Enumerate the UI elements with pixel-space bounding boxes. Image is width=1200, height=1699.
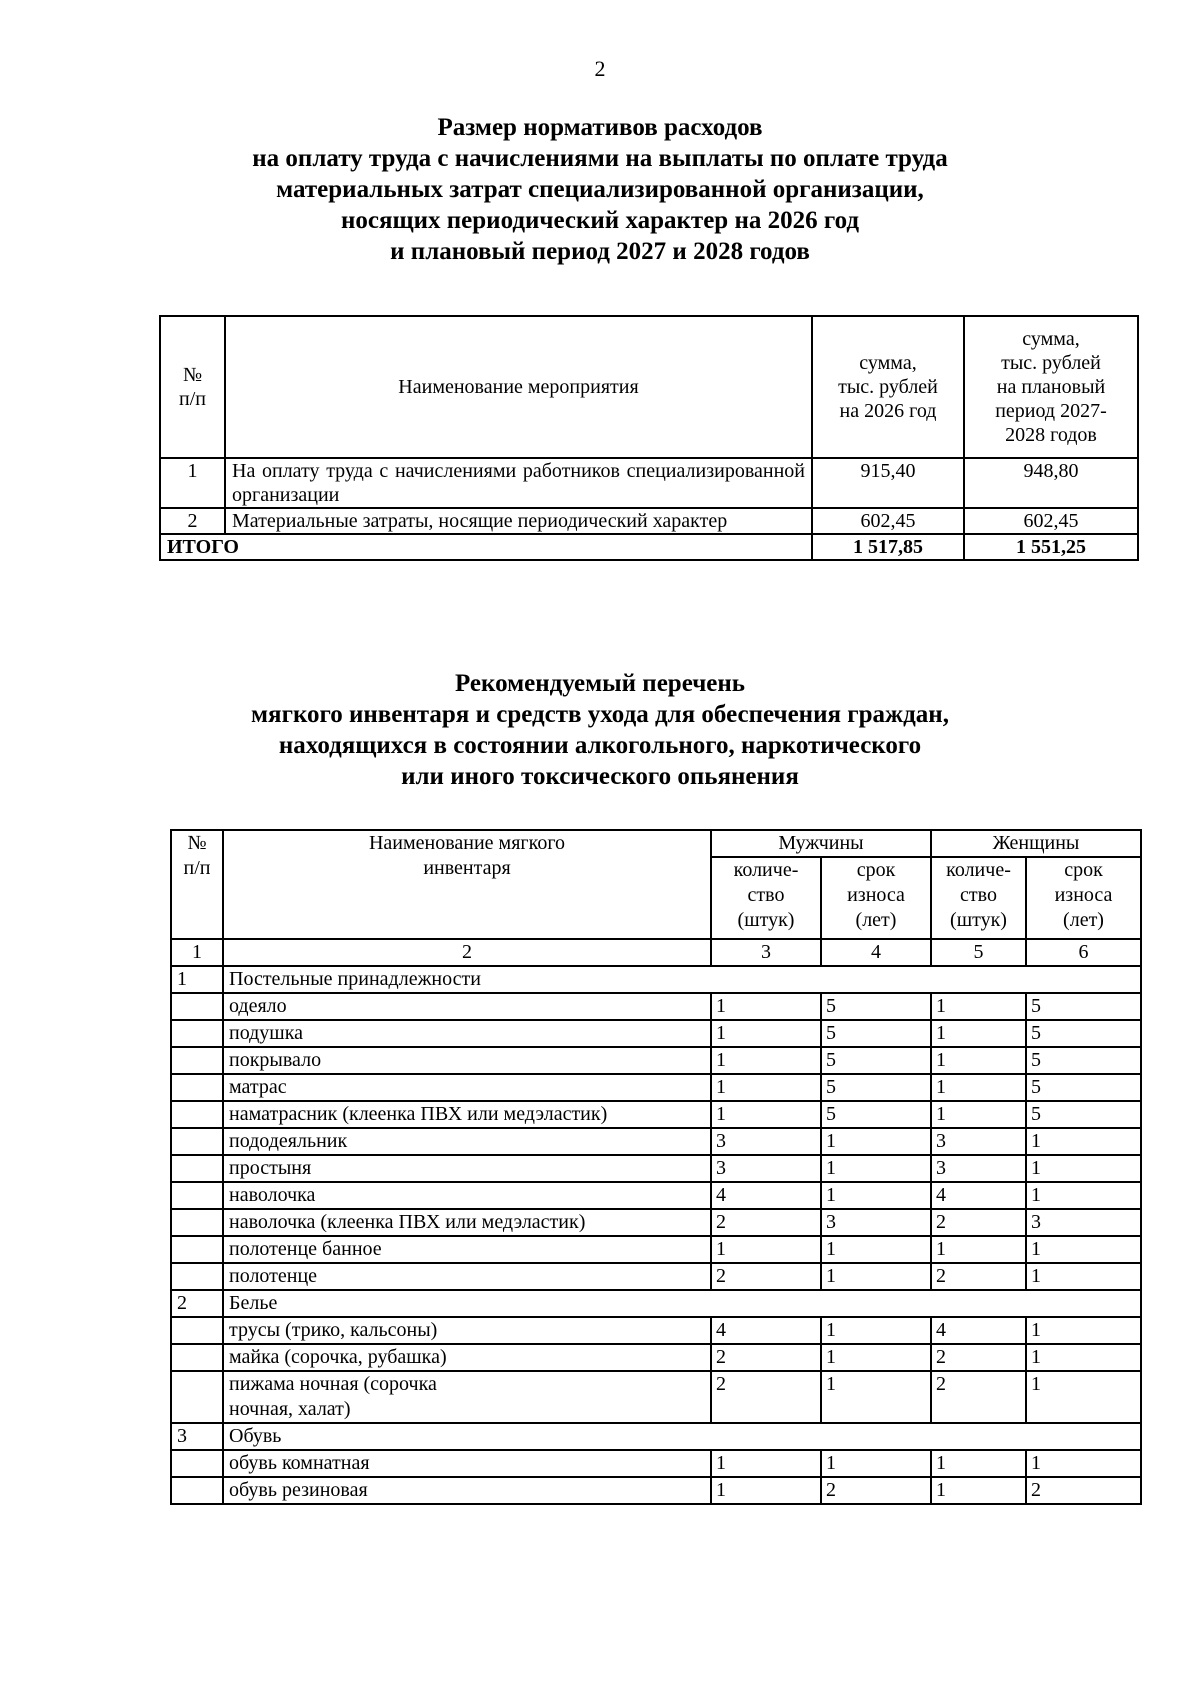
item-w-qty: 2 (931, 1209, 1026, 1236)
item-m-qty: 2 (711, 1344, 821, 1371)
item-name: трусы (трико, кальсоны) (223, 1317, 711, 1344)
item-name: обувь комнатная (223, 1450, 711, 1477)
title-line: мягкого инвентаря и средств ухода для обеспечения граждан, (251, 701, 949, 728)
total-row (160, 534, 1138, 560)
row-num (171, 1101, 223, 1128)
page-number: 2 (594, 56, 606, 81)
item-w-wear: 1 (1026, 1317, 1141, 1344)
item-w-qty: 2 (931, 1371, 1026, 1423)
section1-title (0, 112, 1200, 267)
header-name: Наименование мягкого инвентаря (223, 830, 711, 939)
row-num (171, 993, 223, 1020)
title-line: и плановый период 2027 и 2028 годов (390, 238, 810, 265)
item-m-wear: 5 (821, 993, 931, 1020)
header-men-qty: количе- ство (штук) (711, 857, 821, 939)
item-m-qty: 2 (711, 1209, 821, 1236)
item-m-wear: 1 (821, 1317, 931, 1344)
item-w-qty: 2 (931, 1344, 1026, 1371)
item-m-wear: 1 (821, 1128, 931, 1155)
column-index: 5 (931, 939, 1026, 966)
header-sum-2026: сумма, тыс. рублей на 2026 год (812, 316, 964, 458)
item-m-wear: 1 (821, 1236, 931, 1263)
item-m-wear: 1 (821, 1450, 931, 1477)
header-women: Женщины (931, 830, 1141, 857)
item-m-wear: 5 (821, 1020, 931, 1047)
column-index: 4 (821, 939, 931, 966)
table-row (171, 1263, 1141, 1290)
item-w-wear: 1 (1026, 1450, 1141, 1477)
item-m-wear: 1 (821, 1263, 931, 1290)
item-m-qty: 4 (711, 1182, 821, 1209)
item-w-wear: 1 (1026, 1128, 1141, 1155)
item-m-qty: 3 (711, 1155, 821, 1182)
item-w-wear: 1 (1026, 1236, 1141, 1263)
row-num (171, 1344, 223, 1371)
expense-norms-table (159, 315, 1139, 561)
row-num (171, 1263, 223, 1290)
item-w-qty: 4 (931, 1182, 1026, 1209)
header-women-wear: срок износа (лет) (1026, 857, 1141, 939)
item-w-wear: 5 (1026, 993, 1141, 1020)
header-num: № п/п (171, 830, 223, 939)
row-num (171, 1236, 223, 1263)
header-women-qty: количе- ство (штук) (931, 857, 1026, 939)
table-row (171, 1344, 1141, 1371)
row-name: На оплату труда с начислениями работников специализированной организации (225, 458, 812, 508)
title-line: материальных затрат специализированной организации, (276, 176, 924, 203)
soft-inventory-table (170, 829, 1142, 1505)
row-num (171, 1020, 223, 1047)
row-num (171, 1182, 223, 1209)
row-num (171, 1128, 223, 1155)
group-name: Белье (223, 1290, 1141, 1317)
table-row (171, 1317, 1141, 1344)
group-name: Постельные принадлежности (223, 966, 1141, 993)
item-m-qty: 2 (711, 1371, 821, 1423)
group-num: 1 (171, 966, 223, 993)
column-index: 3 (711, 939, 821, 966)
item-name: пижама ночная (сорочка ночная, халат) (223, 1371, 711, 1423)
table-row (171, 1182, 1141, 1209)
item-w-wear: 5 (1026, 1047, 1141, 1074)
table-row (160, 458, 1138, 508)
item-name: наматрасник (клеенка ПВХ или медэластик) (223, 1101, 711, 1128)
row-num (171, 1074, 223, 1101)
row-sum-plan: 602,45 (964, 508, 1138, 534)
header-name: Наименование мероприятия (225, 316, 812, 458)
table-row (171, 1128, 1141, 1155)
item-w-qty: 1 (931, 1101, 1026, 1128)
item-name: полотенце (223, 1263, 711, 1290)
title-line: на оплату труда с начислениями на выплаты по оплате труда (252, 145, 948, 172)
table-header-row (160, 316, 1138, 458)
item-w-wear: 5 (1026, 1020, 1141, 1047)
item-w-qty: 3 (931, 1128, 1026, 1155)
row-num (171, 1450, 223, 1477)
table-row (171, 1236, 1141, 1263)
title-line: носящих периодический характер на 2026 год (340, 207, 860, 234)
item-w-qty: 2 (931, 1263, 1026, 1290)
column-index: 1 (171, 939, 223, 966)
row-num (171, 1371, 223, 1423)
item-m-wear: 5 (821, 1074, 931, 1101)
item-m-wear: 5 (821, 1101, 931, 1128)
item-m-wear: 1 (821, 1371, 931, 1423)
header-men-wear: срок износа (лет) (821, 857, 931, 939)
item-w-qty: 1 (931, 993, 1026, 1020)
column-index-row (171, 939, 1141, 966)
row-sum-2026: 915,40 (812, 458, 964, 508)
table-row (171, 1477, 1141, 1504)
row-num: 1 (160, 458, 225, 508)
item-w-wear: 5 (1026, 1101, 1141, 1128)
total-sum-2026: 1 517,85 (812, 534, 964, 560)
row-num: 2 (160, 508, 225, 534)
group-num: 3 (171, 1423, 223, 1450)
item-m-qty: 1 (711, 1047, 821, 1074)
row-name: Материальные затраты, носящие периодический характер (225, 508, 812, 534)
item-w-wear: 1 (1026, 1182, 1141, 1209)
item-name: полотенце банное (223, 1236, 711, 1263)
title-line: Рекомендуемый перечень (454, 670, 746, 697)
table-row (160, 508, 1138, 534)
item-name: майка (сорочка, рубашка) (223, 1344, 711, 1371)
column-index: 2 (223, 939, 711, 966)
item-w-wear: 5 (1026, 1074, 1141, 1101)
item-m-wear: 1 (821, 1182, 931, 1209)
title-line: находящихся в состоянии алкогольного, наркотического (278, 732, 922, 759)
item-m-qty: 1 (711, 1477, 821, 1504)
item-w-qty: 1 (931, 1236, 1026, 1263)
item-name: обувь резиновая (223, 1477, 711, 1504)
table-header-row (171, 830, 1141, 857)
item-m-qty: 1 (711, 1450, 821, 1477)
item-m-qty: 1 (711, 1020, 821, 1047)
item-w-qty: 1 (931, 1074, 1026, 1101)
table-row (171, 1101, 1141, 1128)
item-m-qty: 1 (711, 1236, 821, 1263)
item-name: пододеяльник (223, 1128, 711, 1155)
item-m-wear: 1 (821, 1155, 931, 1182)
row-num (171, 1209, 223, 1236)
title-line: Размер нормативов расходов (437, 114, 763, 141)
item-m-qty: 1 (711, 993, 821, 1020)
item-m-qty: 1 (711, 1101, 821, 1128)
header-num: № п/п (160, 316, 225, 458)
row-num (171, 1047, 223, 1074)
item-w-wear: 1 (1026, 1344, 1141, 1371)
group-name: Обувь (223, 1423, 1141, 1450)
item-name: матрас (223, 1074, 711, 1101)
item-m-wear: 2 (821, 1477, 931, 1504)
item-w-qty: 1 (931, 1450, 1026, 1477)
item-w-wear: 1 (1026, 1155, 1141, 1182)
item-w-qty: 4 (931, 1317, 1026, 1344)
group-num: 2 (171, 1290, 223, 1317)
item-w-wear: 1 (1026, 1263, 1141, 1290)
item-w-qty: 3 (931, 1155, 1026, 1182)
group-row (171, 1290, 1141, 1317)
item-m-qty: 4 (711, 1317, 821, 1344)
table-row (171, 1371, 1141, 1423)
item-w-qty: 1 (931, 1477, 1026, 1504)
header-sum-plan: сумма, тыс. рублей на плановый период 2027- 2028 годов (964, 316, 1138, 458)
item-name: подушка (223, 1020, 711, 1047)
item-m-wear: 1 (821, 1344, 931, 1371)
table-row (171, 1020, 1141, 1047)
item-m-qty: 3 (711, 1128, 821, 1155)
row-sum-2026: 602,45 (812, 508, 964, 534)
row-num (171, 1155, 223, 1182)
item-w-qty: 1 (931, 1047, 1026, 1074)
total-sum-plan: 1 551,25 (964, 534, 1138, 560)
item-m-wear: 3 (821, 1209, 931, 1236)
item-m-wear: 5 (821, 1047, 931, 1074)
group-row (171, 966, 1141, 993)
item-name: простыня (223, 1155, 711, 1182)
column-index: 6 (1026, 939, 1141, 966)
section2-title (0, 668, 1200, 792)
title-line: или иного токсического опьянения (401, 763, 799, 790)
item-w-qty: 1 (931, 1020, 1026, 1047)
group-row (171, 1423, 1141, 1450)
item-name: наволочка (223, 1182, 711, 1209)
item-w-wear: 1 (1026, 1371, 1141, 1423)
table-row (171, 1074, 1141, 1101)
item-m-qty: 2 (711, 1263, 821, 1290)
item-name: одеяло (223, 993, 711, 1020)
table-row (171, 1209, 1141, 1236)
header-men: Мужчины (711, 830, 931, 857)
item-w-wear: 3 (1026, 1209, 1141, 1236)
item-name: покрывало (223, 1047, 711, 1074)
item-m-qty: 1 (711, 1074, 821, 1101)
row-num (171, 1477, 223, 1504)
row-num (171, 1317, 223, 1344)
table-row (171, 1155, 1141, 1182)
total-label: ИТОГО (160, 534, 812, 560)
row-sum-plan: 948,80 (964, 458, 1138, 508)
item-name: наволочка (клеенка ПВХ или медэластик) (223, 1209, 711, 1236)
table-row (171, 1047, 1141, 1074)
table-row (171, 993, 1141, 1020)
table-row (171, 1450, 1141, 1477)
item-w-wear: 2 (1026, 1477, 1141, 1504)
